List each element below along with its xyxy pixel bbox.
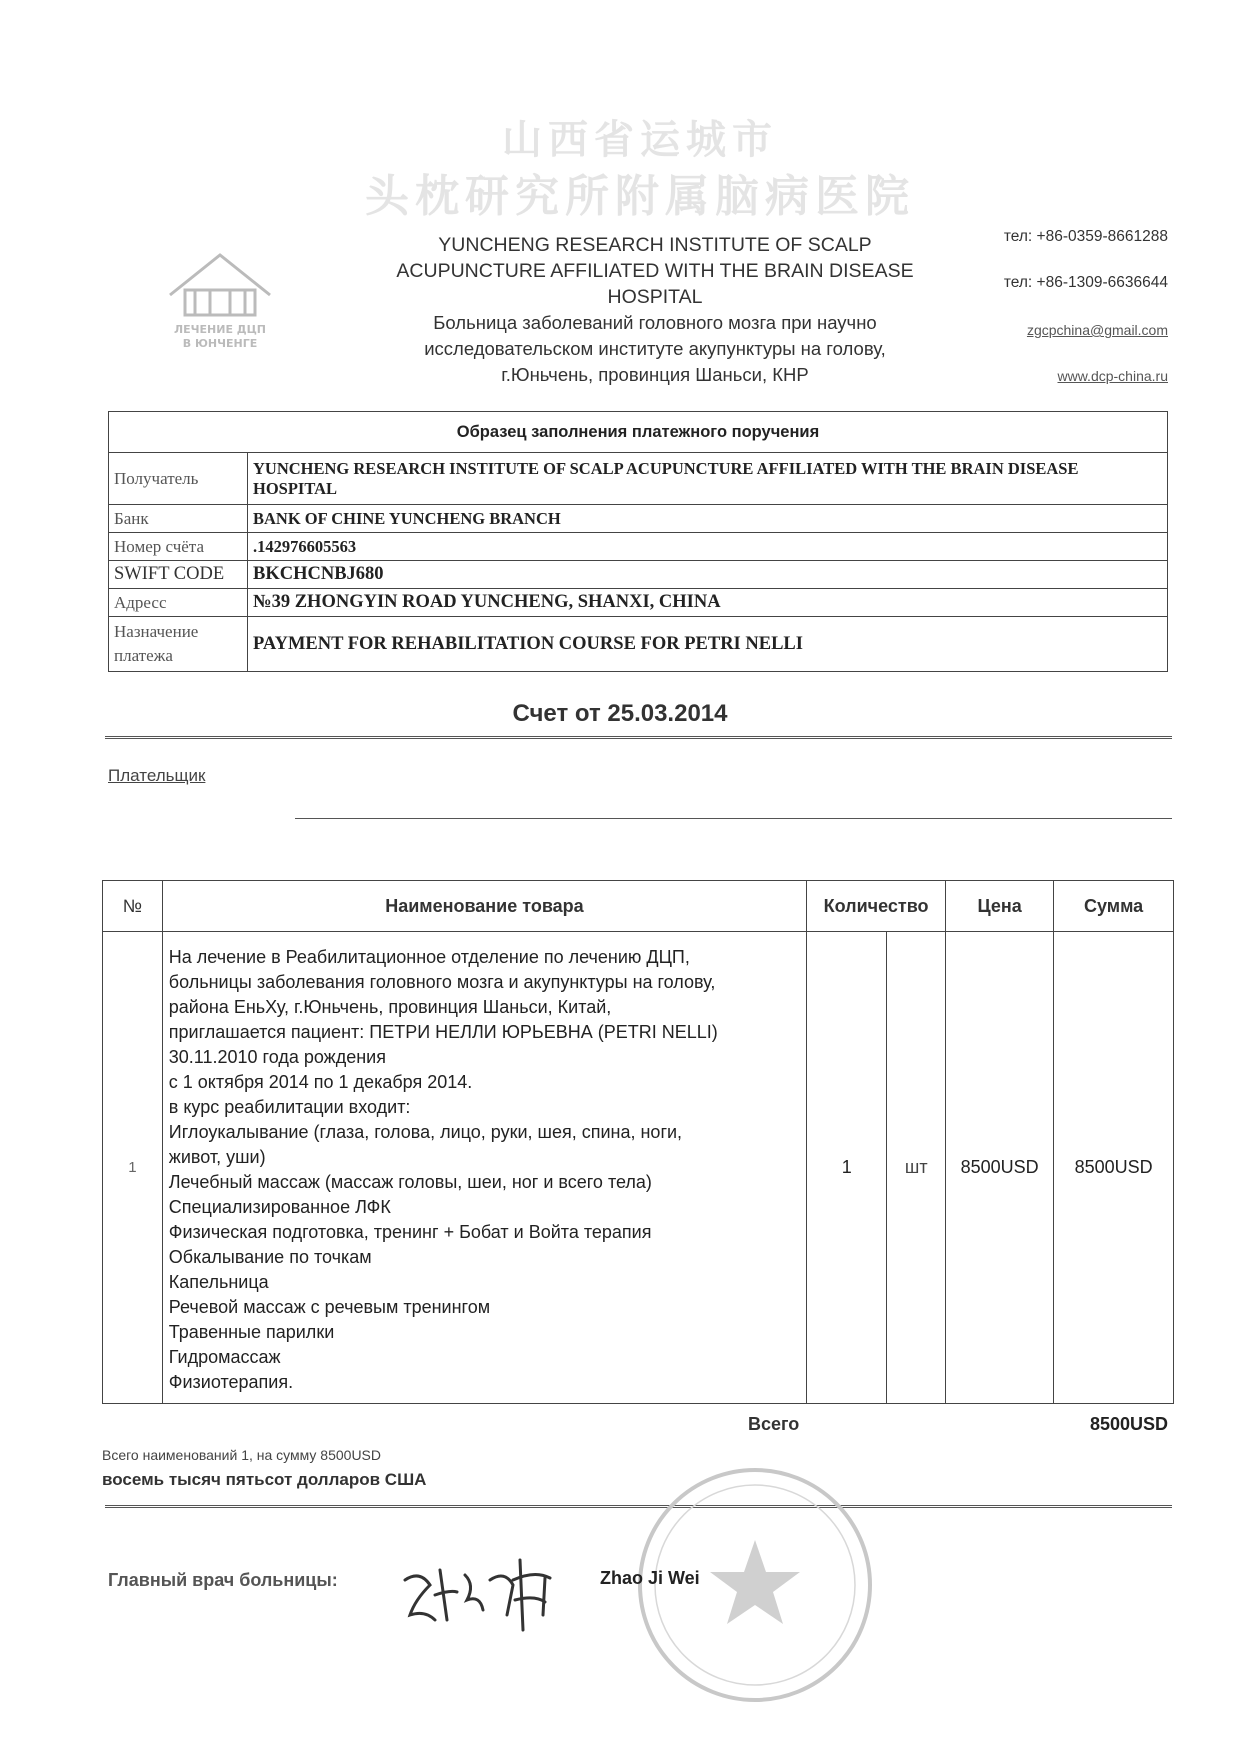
bank-label: Банк [109,505,248,533]
hospital-name-chinese-line2: 头枕研究所附属脑病医院 [365,171,915,222]
table-row [109,589,1168,617]
item-description-line: Травенные парилки [168,1322,335,1342]
hospital-title [360,232,950,388]
col-qty-header: Количество [807,881,946,932]
item-sum: 8500USD [1054,932,1174,1404]
table-row [109,453,1168,505]
purpose-value: PAYMENT FOR REHABILITATION COURSE FOR PETRI NELLI [248,617,1168,672]
item-description-line: Речевой массаж с речевым тренингом [168,1297,491,1317]
recipient-label: Получатель [109,453,248,505]
items-table [102,880,1174,1404]
table-header-row [103,881,1174,932]
title-ru-line1: Больница заболеваний головного мозга при научно [433,312,877,333]
phone-1: тел: +86-0359-8661288 [1003,228,1168,245]
website-link[interactable]: www.dcp-china.ru [1057,368,1168,384]
title-en-line3: HOSPITAL [607,286,703,308]
col-name-header: Наименование товара [162,881,806,932]
item-description-line: Физиотерапия. [168,1372,294,1392]
item-description [162,932,806,1404]
item-description-line: Гидромассаж [168,1347,281,1367]
swift-value: BKCHCNBJ680 [248,561,1168,589]
item-description-line: Капельница [168,1272,269,1292]
phone-2: тел: +86-1309-6636644 [1003,274,1168,291]
item-description-line: приглашается пациент: ПЕТРИ НЕЛЛИ ЮРЬЕВНА (PETRI NELLI) [168,1022,718,1042]
email-link[interactable]: zgcpchina@gmail.com [1026,322,1168,338]
hospital-logo [150,245,290,355]
item-description-line: Обкалывание по точкам [168,1247,372,1267]
item-price: 8500USD [946,932,1054,1404]
bank-value: BANK OF CHINE YUNCHENG BRANCH [248,505,1168,533]
swift-label: SWIFT CODE [109,561,248,589]
table-row [109,533,1168,561]
item-unit: шт [887,932,946,1404]
item-description-line: Иглоукалывание (глаза, голова, лицо, руки, шея, спина, ноги, [168,1122,683,1142]
item-description-line: больницы заболевания головного мозга и акупунктуры на голову, [168,972,716,992]
item-description-line: с 1 октября 2014 по 1 декабря 2014. [168,1072,473,1092]
table-row [109,617,1168,672]
item-description-line: Лечебный массаж (массаж головы, шеи, ног и всего тела) [168,1172,652,1192]
recipient-value: YUNCHENG RESEARCH INSTITUTE OF SCALP ACUPUNCTURE AFFILIATED WITH THE BRAIN DISEASE HOSPITAL [248,453,1168,505]
payment-table-title: Образец заполнения платежного поручения [109,412,1168,453]
item-description-line: Специализированное ЛФК [168,1197,391,1217]
logo-text-1: ЛЕЧЕНИЕ ДЦП [173,323,267,336]
account-label: Номер счёта [109,533,248,561]
item-description-line: 30.11.2010 года рождения [168,1047,386,1067]
address-label: Адресс [109,589,248,617]
item-qty: 1 [807,932,887,1404]
payer-field-line [295,818,1172,819]
item-description-line: в курс реабилитации входит: [168,1097,411,1117]
hospital-name-chinese-line1: 山西省运城市 [502,116,778,163]
handwritten-signature [395,1540,595,1650]
amount-in-words: восемь тысяч пятьсот долларов США [102,1470,427,1489]
purpose-label: Назначение платежа [109,617,248,672]
divider [105,736,1172,739]
total-value: 8500USD [1089,1414,1168,1434]
payment-details-table [108,411,1168,672]
item-description-line: района ЕньХу, г.Юньчень, провинция Шаньси, Китай, [168,997,612,1017]
title-ru-line3: г.Юньчень, провинция Шаньси, КНР [501,364,809,385]
item-description-line: На лечение в Реабилитационное отделение по лечению ДЦП, [168,947,690,967]
payer-label: Плательщик [108,766,206,785]
item-description-line: живот, уши) [168,1147,266,1167]
item-num: 1 [103,932,163,1404]
title-en-line2: ACUPUNCTURE AFFILIATED WITH THE BRAIN DISEASE [396,260,914,282]
title-en-line1: YUNCHENG RESEARCH INSTITUTE OF SCALP [438,234,872,256]
account-value: .142976605563 [248,533,1168,561]
title-ru-line2: исследовательском институте акупунктуры на голову, [424,338,886,359]
table-row [109,505,1168,533]
invoice-title: Счет от 25.03.2014 [512,700,728,727]
table-row [109,561,1168,589]
col-num-header: № [103,881,163,932]
chief-doctor-label: Главный врач больницы: [108,1570,338,1590]
items-summary: Всего наименований 1, на сумму 8500USD [102,1447,382,1463]
col-price-header: Цена [946,881,1054,932]
address-value: №39 ZHONGYIN ROAD YUNCHENG, SHANXI, CHINA [248,589,1168,617]
item-description-line: Физическая подготовка, тренинг + Бобат и Войта терапия [168,1222,652,1242]
table-row [103,932,1174,1404]
total-label: Всего [748,1414,800,1434]
logo-text-2: В ЮНЧЕНГЕ [182,337,258,350]
col-sum-header: Сумма [1054,881,1174,932]
chief-doctor-name: Zhao Ji Wei [600,1568,700,1588]
